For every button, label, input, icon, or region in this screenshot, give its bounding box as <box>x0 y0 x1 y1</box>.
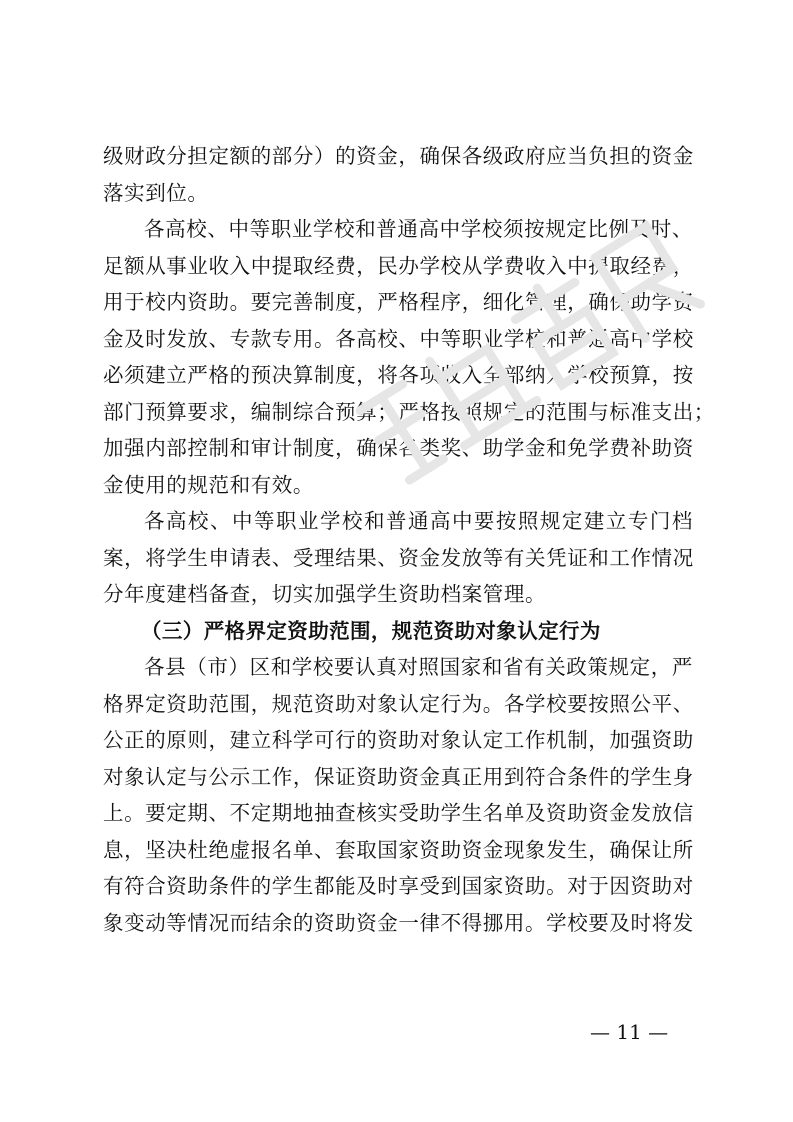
paragraph-archives <box>103 503 693 613</box>
text-line: 息，坚决杜绝虚报名单、套取国家资助资金现象发生，确保让所 <box>103 837 694 862</box>
paragraph-fund-management <box>103 211 715 503</box>
text-line: 用于校内资助。要完善制度，严格程序，细化管理，确保助学资 <box>103 290 694 314</box>
text-line: 格界定资助范围，规范资助对象认定行为。各学校要按照公平、 <box>103 691 694 716</box>
page-number: — 11 — <box>590 1020 669 1044</box>
text-line: 案，将学生申请表、受理结果、资金发放等有关凭证和工作情况 <box>103 545 694 570</box>
document-body <box>103 138 715 941</box>
text-line: 足额从事业收入中提取经费，民办学校从学费收入中提取经费， <box>103 253 694 278</box>
text-line: 对象认定与公示工作，保证资助资金真正用到符合条件的学生身 <box>103 764 694 789</box>
text-line: 各高校、中等职业学校和普通高中学校须按规定比例及时、 <box>144 217 693 241</box>
paragraph-eligibility <box>103 649 693 941</box>
text-line: 象变动等情况而结余的资助资金一律不得挪用。学校要及时将发 <box>103 910 694 935</box>
text-line: 上。要定期、不定期地抽查核实受助学生名单及资助资金发放信 <box>103 801 694 825</box>
text-line: 分年度建档备查，切实加强学生资助档案管理。 <box>103 582 547 606</box>
text-line: 部门预算要求，编制综合预算；严格按照规定的范围与标准支出； <box>103 399 715 424</box>
text-line: 落实到位。 <box>103 180 209 205</box>
section-heading <box>103 613 693 650</box>
text-line: 各县（市）区和学校要认真对照国家和省有关政策规定，严 <box>144 655 693 679</box>
heading-text: （三）严格界定资助范围，规范资助对象认定行为 <box>141 618 601 643</box>
paragraph-continuation <box>103 138 693 211</box>
text-line: 公正的原则，建立科学可行的资助对象认定工作机制，加强资助 <box>103 728 694 752</box>
text-line: 级财政分担定额的部分）的资金，确保各级政府应当负担的资金 <box>103 144 694 168</box>
text-line: 金及时发放、专款专用。各高校、中等职业学校和普通高中学校 <box>103 326 694 351</box>
text-line: 各高校、中等职业学校和普通高中要按照规定建立专门档 <box>144 509 693 533</box>
text-line: 金使用的规范和有效。 <box>103 472 314 497</box>
text-line: 有符合资助条件的学生都能及时享受到国家资助。对于因资助对 <box>103 874 694 898</box>
text-line: 必须建立严格的预决算制度，将各项收入全部纳入学校预算，按 <box>103 363 694 387</box>
text-line: 加强内部控制和审计制度，确保各类奖、助学金和免学费补助资 <box>103 436 694 460</box>
